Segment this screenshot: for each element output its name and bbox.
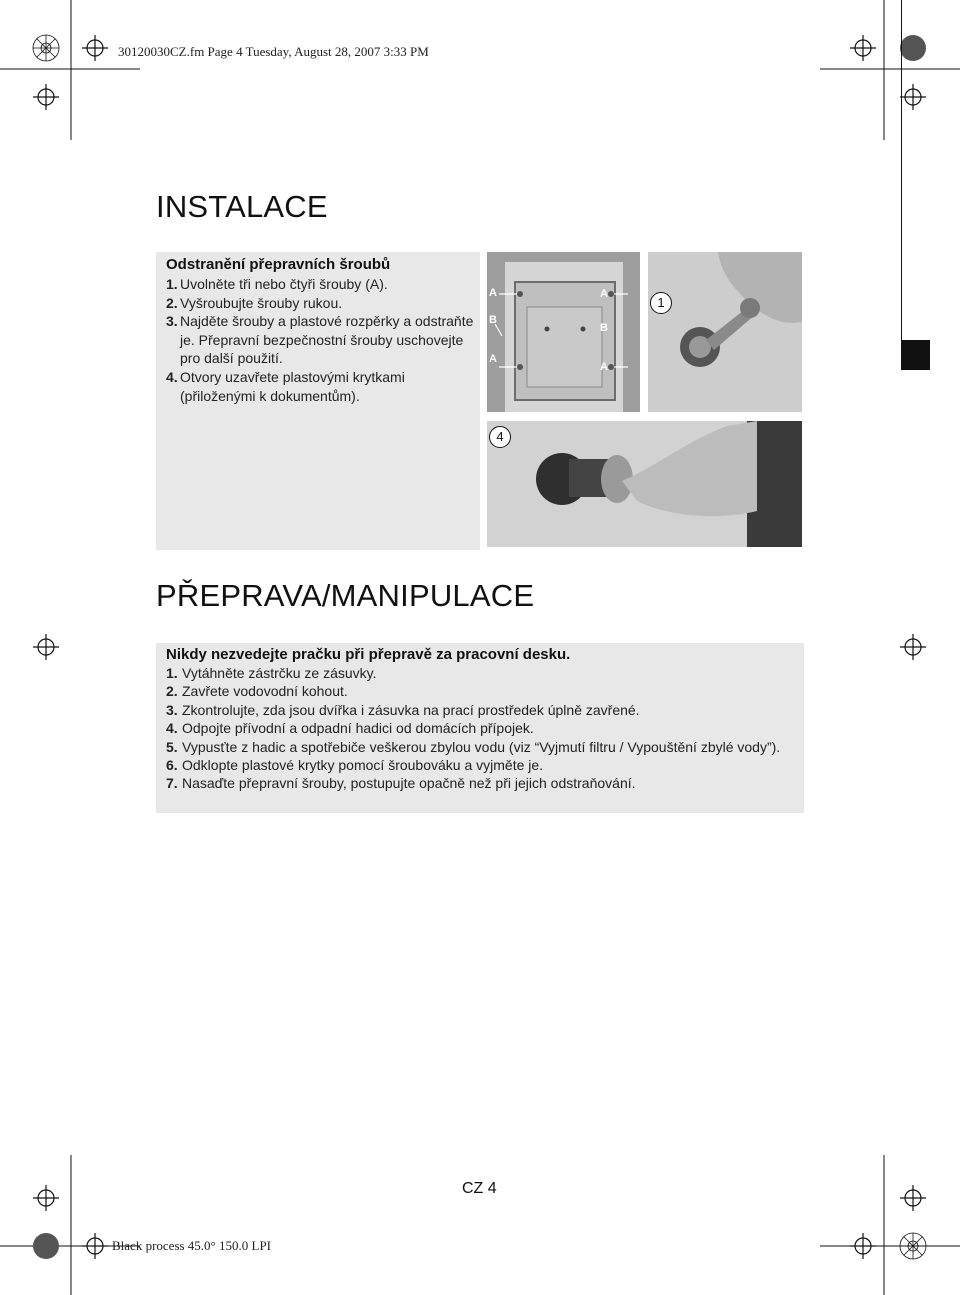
photo-washer-back [487,252,640,412]
preprava-subtitle: Nikdy nezvedejte pračku při přepravě za pracovní desku. [166,646,571,663]
section-title-instalace: INSTALACE [156,189,328,224]
figure-number: 4 [489,426,511,448]
list-item: 3. Najděte šrouby a plastové rozpěrky a odstraňte je. Přepravní bezpečnostní šrouby uschovejte pro další použití. [166,313,474,367]
list-item: 1. Vytáhněte zástrčku ze zásuvky. [166,665,377,681]
label-a: A [600,361,608,373]
label-a: A [600,288,608,300]
photo-wrench-screw [648,252,802,412]
preprava-steps [166,664,794,793]
instalace-panel [156,252,480,550]
header-slug: 30120030CZ.fm Page 4 Tuesday, August 28, 2007 3:33 PM [118,44,429,59]
footer-slug: Black process 45.0° 150.0 LPI [112,1238,272,1253]
label-a: A [489,287,497,299]
photo-cap-insertion [487,421,802,547]
list-item: 1. Uvolněte tři nebo čtyři šrouby (A). [166,276,388,292]
instalace-steps [166,275,474,405]
figure-number: 1 [650,292,672,314]
list-item: 5. Vypusťte z hadic a spotřebiče veškerou zbylou vodu (viz “Vyjmutí filtru / Vypouštění zbylé vody”). [166,738,781,755]
list-item: 3. Zkontrolujte, zda jsou dvířka i zásuvka na prací prostředek úplně zavřené. [166,701,640,718]
instalace-subtitle: Odstranění přepravních šroubů [166,256,391,273]
label-b: B [600,322,608,334]
list-item: 4. Otvory uzavřete plastovými krytkami (přiloženými k dokumentům). [166,368,405,404]
list-item: 4. Odpojte přívodní a odpadní hadici od domácích přípojek. [166,720,534,737]
list-item: 6. Odklopte plastové krytky pomocí šroubováku a vyjměte je. [166,757,544,774]
preprava-panel [156,643,804,813]
list-item: 2. Vyšroubujte šrouby rukou. [166,294,343,311]
list-item: 2. Zavřete vodovodní kohout. [166,683,348,700]
label-a: A [489,353,497,365]
label-b: B [489,314,497,326]
list-item: 7. Nasaďte přepravní šrouby, postupujte opačně než při jejich odstraňování. [166,775,636,792]
page-number: CZ 4 [462,1180,497,1197]
section-title-preprava: PŘEPRAVA/MANIPULACE [156,578,535,613]
